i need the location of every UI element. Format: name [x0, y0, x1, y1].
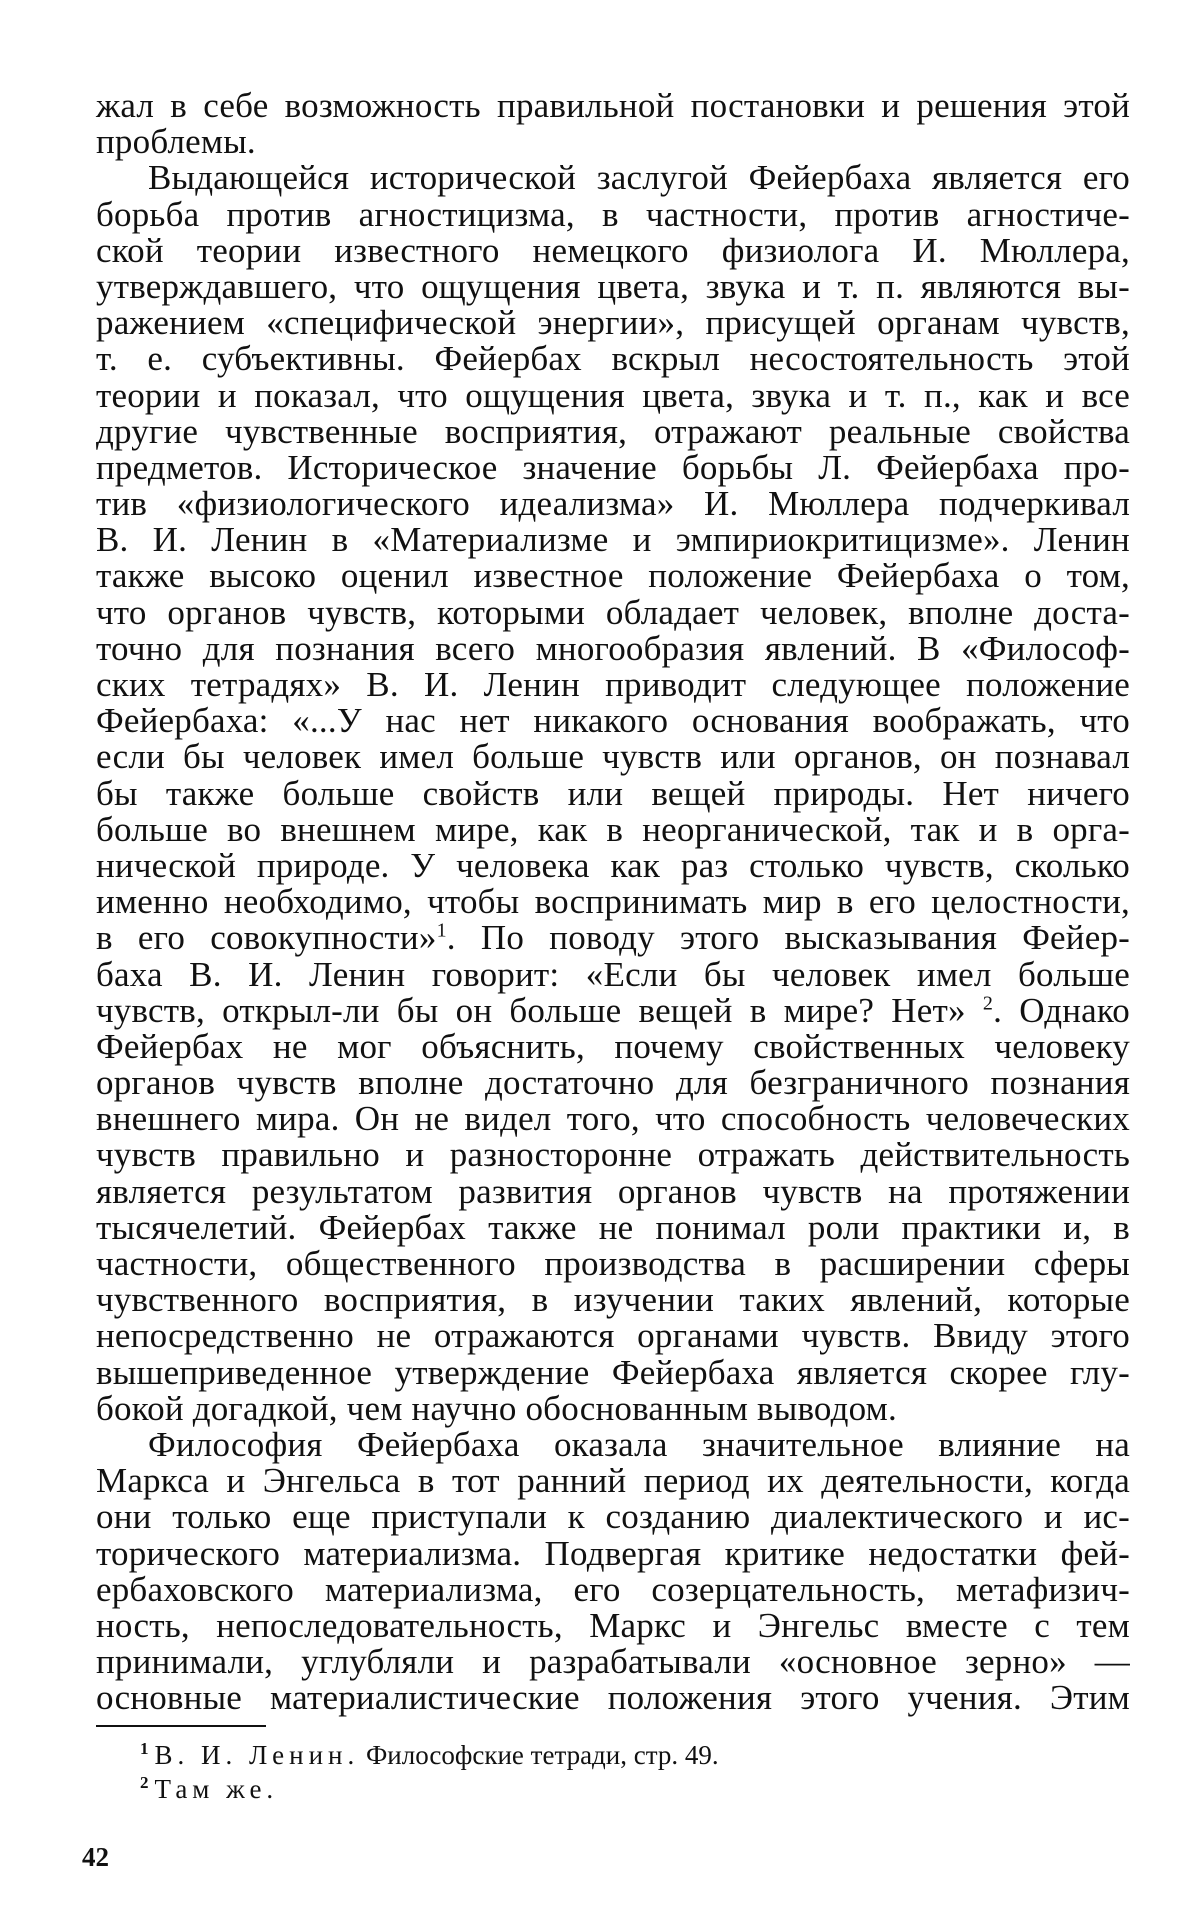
text-line: другие чувственные восприятия, отражают реальные свойства [96, 411, 1130, 451]
text-line: частности, общественного производства в расширении сферы [96, 1244, 1130, 1283]
page-number: 42 [82, 1842, 109, 1872]
footnote-1 [140, 1738, 1040, 1772]
text-line: если бы человек имел больше чувств или органов, он познавал [96, 737, 1130, 777]
text-line: торического материализма. Подвергая критике недостатки фей- [96, 1533, 1130, 1573]
paragraph-marx-engels [96, 1424, 1130, 1718]
footnote-mark: 2 [140, 1773, 149, 1792]
footnote-author: Там же. [154, 1774, 279, 1804]
text-line: ность, непоследовательность, Маркс и Энгельс вместе с тем [96, 1605, 1130, 1645]
text-line: В. И. Ленин в «Материализме и эмпириокритицизме». Ленин [96, 520, 1130, 560]
text-line: проблемы. [96, 122, 256, 162]
footnote-author: В. И. Ленин. [154, 1740, 360, 1770]
text-line: основные материалистические положения этого учения. Этим [96, 1678, 1130, 1718]
text-line: именно необходимо, чтобы воспринимать мир в его целостности, [96, 882, 1130, 922]
text-line: точно для познания всего многообразия явлений. В «Философ- [96, 628, 1130, 668]
text-segment: . Однако [993, 990, 1131, 1030]
text-line: Выдающейся исторической заслугой Фейербаха является его [148, 158, 1130, 198]
text-line: т. е. субъективны. Фейербах вскрыл несостоятельность этой [96, 339, 1130, 379]
text-line: чувственного восприятия, в изучении таких явлений, которые [96, 1280, 1130, 1320]
text-line: ских тетрадях» В. И. Ленин приводит следующее положение [96, 665, 1130, 704]
text-line: вышеприведенное утверждение Фейербаха является скорее глу- [96, 1352, 1130, 1392]
text-line-with-footnote-2 [96, 990, 1131, 1030]
footnote-mark: 1 [140, 1739, 149, 1758]
text-line: бокой догадкой, чем научно обоснованным выводом. [96, 1388, 897, 1428]
text-segment: в его совокупности» [96, 918, 437, 958]
text-line: Фейербаха: «...У нас нет никакого основания воображать, что [96, 701, 1130, 741]
text-line: также высоко оценил известное положение Фейербаха о том, [96, 556, 1130, 596]
text-line: утверждавшего, что ощущения цвета, звука и т. п. являются вы- [96, 266, 1130, 306]
page-body [96, 88, 1130, 1716]
text-line: нической природе. У человека как раз столько чувств, сколько [96, 845, 1130, 885]
text-line-with-footnote-1 [96, 920, 1130, 956]
text-line: ражением «специфической энергии», присущей органам чувств, [96, 303, 1130, 343]
text-segment: . По поводу этого высказывания Фейер- [446, 918, 1130, 958]
footnote-separator [96, 1725, 266, 1727]
text-line: жал в себе возможность правильной постановки и решения этой [96, 86, 1130, 125]
text-line: Маркса и Энгельса в тот ранний период их деятельности, когда [96, 1461, 1130, 1501]
footnote-ref-1[interactable]: 1 [436, 919, 447, 942]
footnote-2 [140, 1772, 1040, 1806]
text-line: внешнего мира. Он не видел того, что способность человеческих [96, 1099, 1130, 1139]
text-line: тив «физиологического идеализма» И. Мюллера подчеркивал [96, 484, 1130, 524]
text-line: больше во внешнем мире, как в неорганической, так и в орга- [96, 809, 1130, 849]
text-line: Фейербах не мог объяснить, почему свойственных человеку [96, 1026, 1130, 1066]
footnote-ref-2[interactable]: 2 [982, 992, 994, 1015]
paragraph-agnosticism [96, 160, 1130, 1427]
text-line: бы также больше свойств или вещей природы. Нет ничего [96, 773, 1130, 813]
text-line: тысячелетий. Фейербах также не понимал роли практики и, в [96, 1207, 1130, 1247]
text-line: ербаховского материализма, его созерцательность, метафизич- [96, 1569, 1130, 1609]
text-segment: чувств, открыл-ли бы он больше вещей в мире? Нет» [96, 990, 966, 1030]
text-line: принимали, углубляли и разрабатывали «основное зерно» — [96, 1642, 1130, 1682]
text-line: что органов чувств, которыми обладает человек, вполне доста- [96, 592, 1130, 632]
text-line: чувств правильно и разносторонне отражать действительность [96, 1135, 1130, 1175]
text-line: непосредственно не отражаются органами чувств. Ввиду этого [96, 1316, 1130, 1356]
footnote-text: Философские тетради, стр. 49. [365, 1740, 719, 1770]
text-line: борьба против агностицизма, в частности, против агностиче- [96, 194, 1130, 234]
text-line: теории и показал, что ощущения цвета, звука и т. п., как и все [96, 375, 1130, 415]
footnotes [140, 1738, 1040, 1806]
text-line: они только еще приступали к созданию диалектического и ис- [96, 1497, 1130, 1537]
text-line: Философия Фейербаха оказала значительное влияние на [148, 1424, 1130, 1464]
paragraph-continuation [96, 88, 1130, 160]
text-line: баха В. И. Ленин говорит: «Если бы человек имел больше [96, 954, 1130, 994]
text-line: предметов. Историческое значение борьбы Л. Фейербаха про- [96, 447, 1130, 487]
text-line: является результатом развития органов чувств на протяжении [96, 1171, 1130, 1211]
text-line: ской теории известного немецкого физиолога И. Мюллера, [96, 230, 1130, 270]
text-line: органов чувств вполне достаточно для безграничного познания [96, 1063, 1130, 1103]
